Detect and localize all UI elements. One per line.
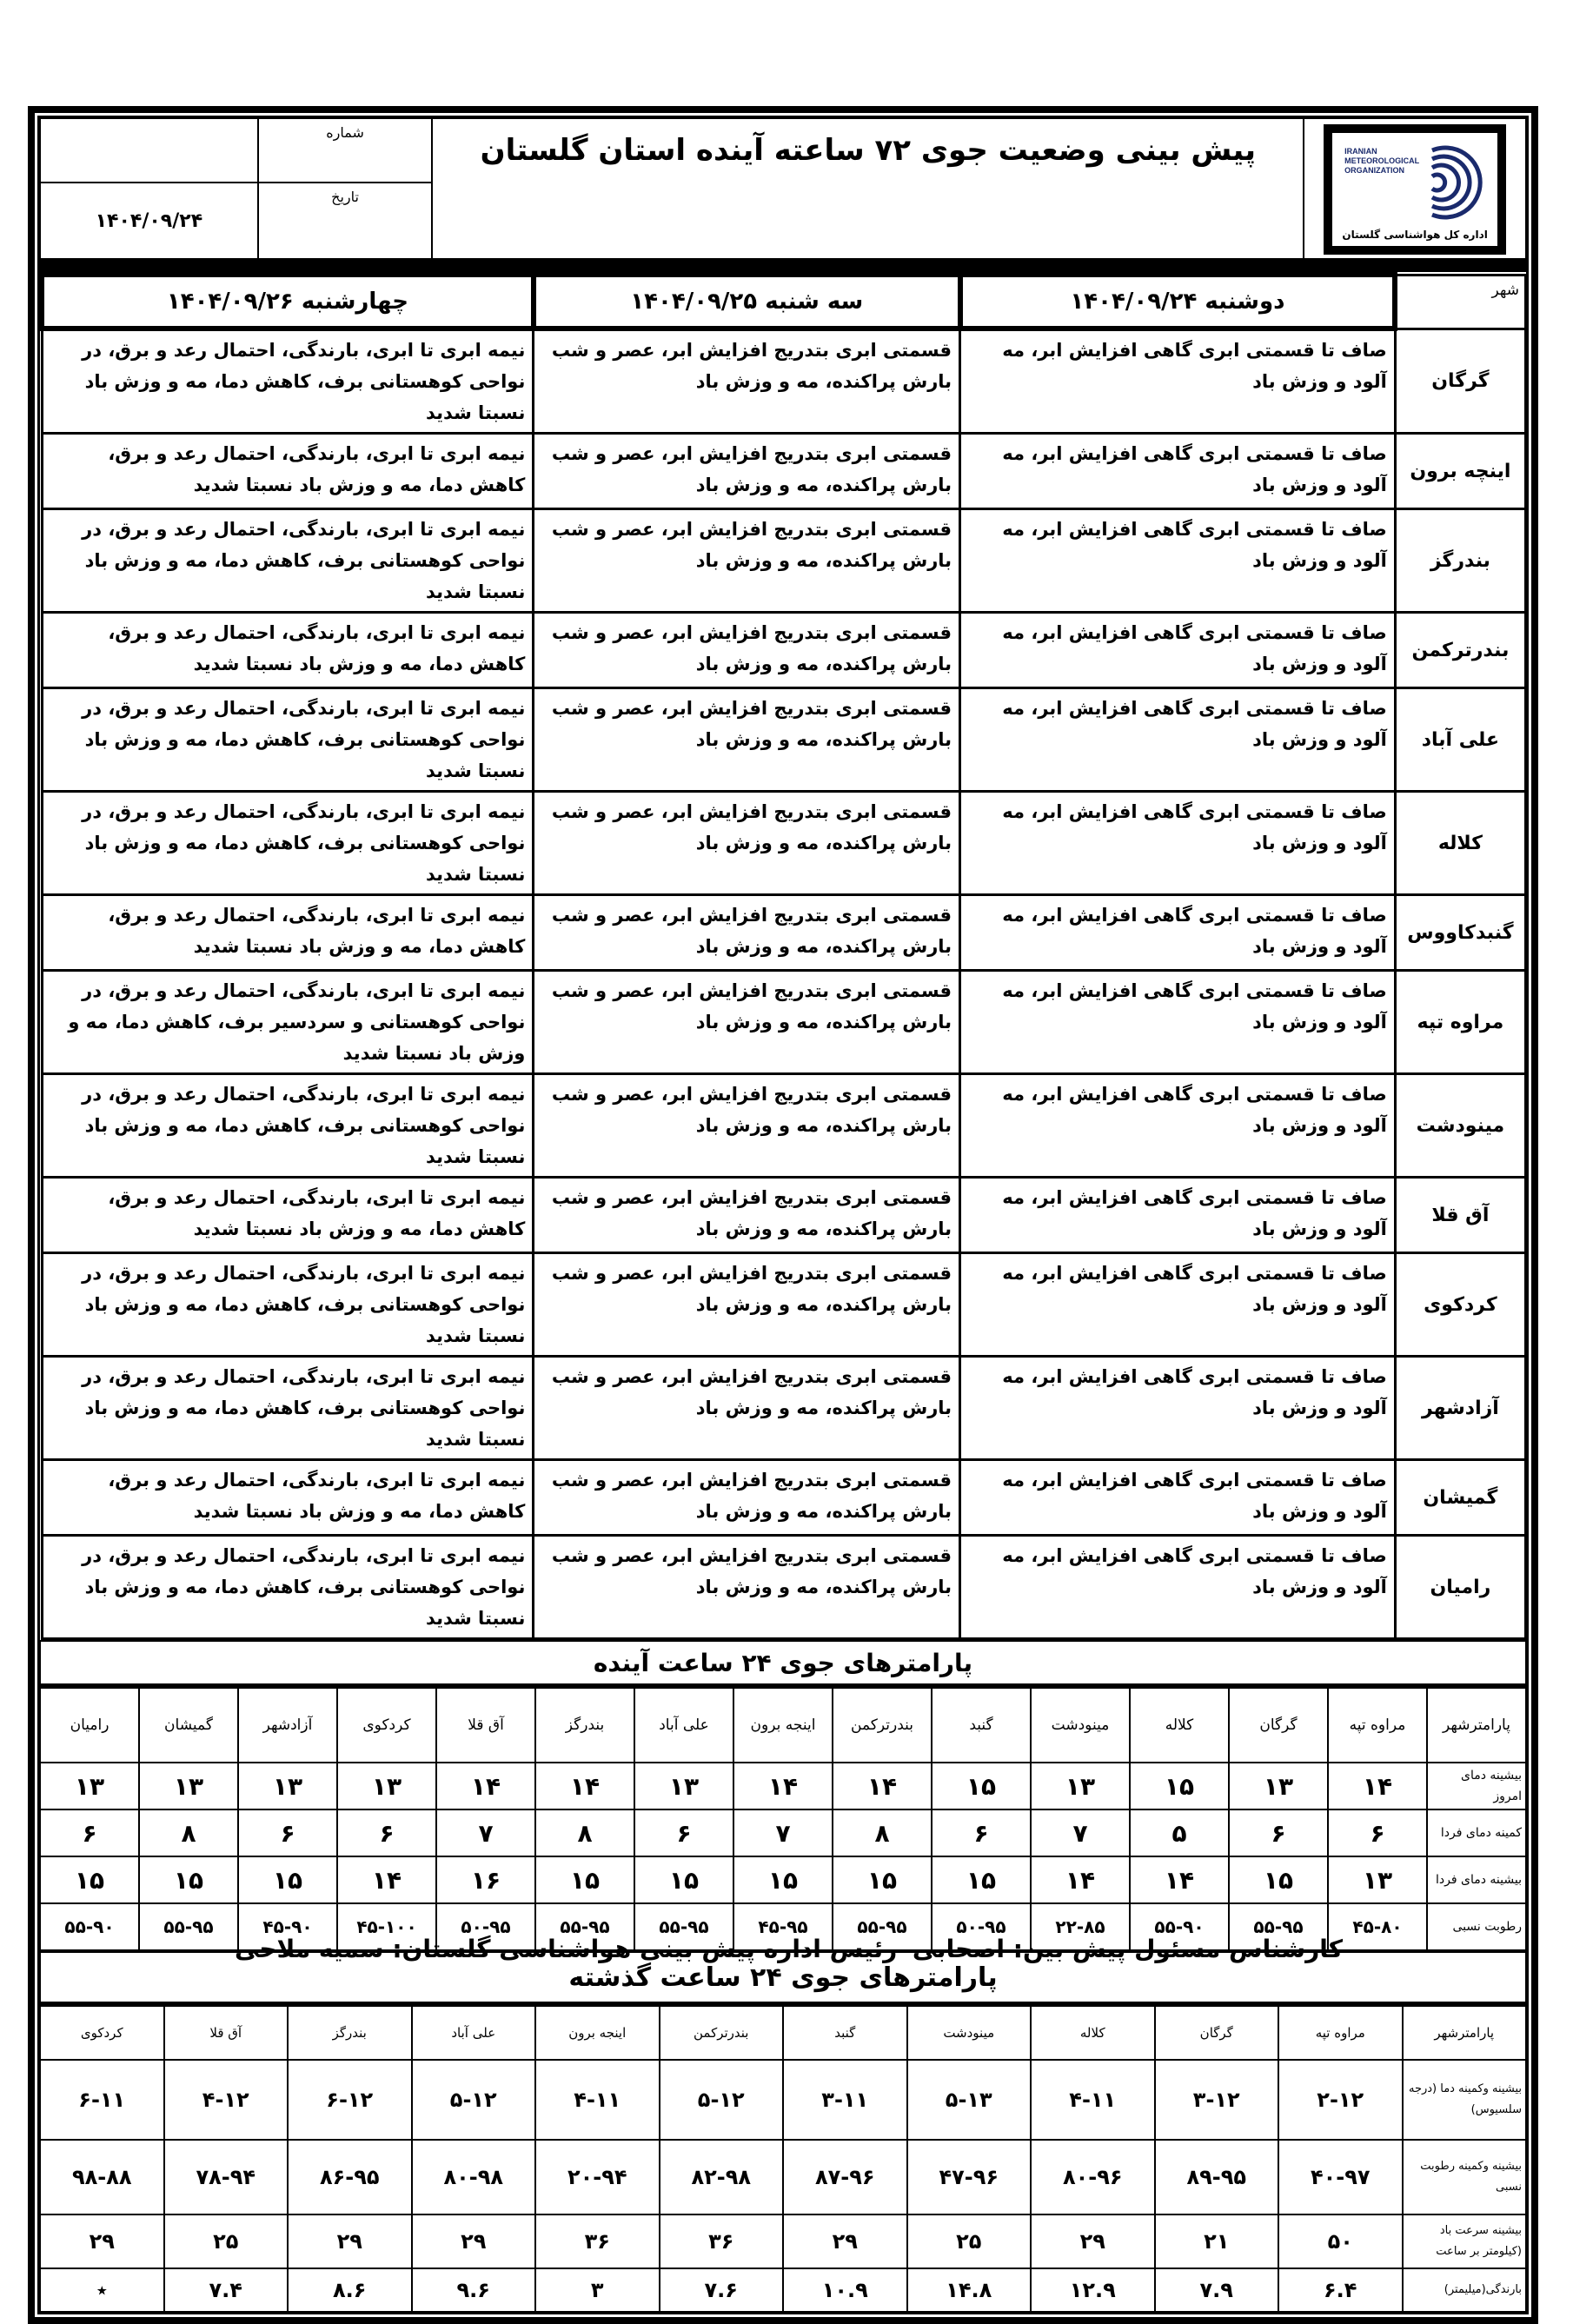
- parameter-value: ۷: [733, 1809, 833, 1856]
- forecast-day2: قسمتی ابری بتدریج افزایش ابر، عصر و شب بارش پراکنده، مه و وزش باد: [534, 1178, 960, 1253]
- parameter-value: ۵۵-۹۵: [1229, 1903, 1328, 1950]
- parameter-value: ۳-۱۱: [783, 2060, 907, 2140]
- parameter-value: ۴-۱۱: [1031, 2060, 1155, 2140]
- parameter-value: ۸: [833, 1809, 932, 1856]
- forecast-day3: نیمه ابری تا ابری، بارندگی، احتمال رعد و برق، در نواحی کوهستانی برف، کاهش دما، مه و وزش باد نسبتا شدید: [42, 1253, 534, 1357]
- parameter-value: ۹۸-۸۸: [40, 2140, 164, 2214]
- parameter-value: ۱۵: [634, 1856, 733, 1903]
- forecast-day3: نیمه ابری تا ابری، بارندگی، احتمال رعد و برق، در نواحی کوهستانی برف، کاهش دما، مه و وزش باد نسبتا شدید: [42, 1074, 534, 1178]
- parameter-value: ۵۵-۹۰: [40, 1903, 139, 1950]
- forecast-day1: صاف تا قسمتی ابری گاهی افزایش ابر، مه آلود و وزش باد: [960, 1074, 1396, 1178]
- parameter-value: ۲۰-۹۴: [535, 2140, 660, 2214]
- parameter-value: ۲۹: [288, 2214, 412, 2268]
- parameter-value: ۱۳: [238, 1763, 337, 1809]
- parameter-value: ۸۹-۹۵: [1155, 2140, 1279, 2214]
- parameter-value: ۱۵: [932, 1763, 1031, 1809]
- parameter-value: ۳۶: [660, 2214, 784, 2268]
- parameter-label: بیشینه وکمینه دما (درجه سلسیوس): [1403, 2060, 1527, 2140]
- next-24h-table: [39, 1640, 1527, 1951]
- office-head-signature: رئیس اداره پیش بینی هواشناسی گلستان: سمیه ملاحی: [235, 1935, 898, 1963]
- forecast-city: مراوه تپه: [1395, 971, 1525, 1074]
- parameter-row: [40, 2140, 1526, 2214]
- parameter-value: ۶: [238, 1809, 337, 1856]
- city-column-header: رامیان: [40, 1686, 139, 1763]
- city-column-header: گنبد: [932, 1686, 1031, 1763]
- parameter-value: ۱۵: [733, 1856, 833, 1903]
- parameter-value: ۵۰-۹۵: [436, 1903, 535, 1950]
- city-column-header: گرگان: [1155, 2004, 1279, 2060]
- parameter-value: ۱۳: [139, 1763, 238, 1809]
- parameter-value: ۵۰-۹۵: [932, 1903, 1031, 1950]
- parameter-row: [40, 1763, 1526, 1809]
- parameter-row: [40, 2214, 1526, 2268]
- parameter-value: ۵۵-۹۵: [634, 1903, 733, 1950]
- forecast-day2: قسمتی ابری بتدریج افزایش ابر، عصر و شب بارش پراکنده، مه و وزش باد: [534, 971, 960, 1074]
- city-column-header: گنبد: [783, 2004, 907, 2060]
- parameter-value: ۵۵-۹۵: [833, 1903, 932, 1950]
- parameter-value: ۱۴: [1130, 1856, 1229, 1903]
- parameter-value: ۳-۱۲: [1155, 2060, 1279, 2140]
- city-column-header: کلاله: [1130, 1686, 1229, 1763]
- forecast-row: [42, 1460, 1526, 1536]
- parameter-label: بیشینه دمای فردا: [1427, 1856, 1526, 1903]
- parameter-value: ۱۴: [1031, 1856, 1130, 1903]
- forecast-row: [42, 1253, 1526, 1357]
- parameter-value: ۵۰: [1278, 2214, 1403, 2268]
- forecast-city: کلاله: [1395, 792, 1525, 895]
- forecast-day3: نیمه ابری تا ابری، بارندگی، احتمال رعد و برق، کاهش دما، مه و وزش باد نسبتا شدید: [42, 613, 534, 688]
- logo-text-line2: METEOROLOGICAL: [1344, 156, 1420, 165]
- forecast-day2: قسمتی ابری بتدریج افزایش ابر، عصر و شب بارش پراکنده، مه و وزش باد: [534, 329, 960, 434]
- parameter-value: ۷.۴: [164, 2268, 289, 2312]
- forecast-day2: قسمتی ابری بتدریج افزایش ابر، عصر و شب بارش پراکنده، مه و وزش باد: [534, 895, 960, 971]
- forecast-day1: صاف تا قسمتی ابری گاهی افزایش ابر، مه آلود و وزش باد: [960, 329, 1396, 434]
- parameter-value: ۱۴: [733, 1763, 833, 1809]
- forecast-day1: صاف تا قسمتی ابری گاهی افزایش ابر، مه آلود و وزش باد: [960, 1357, 1396, 1460]
- parameter-value: ۲۹: [412, 2214, 536, 2268]
- city-column-header: علی آباد: [412, 2004, 536, 2060]
- parameter-value: ۵۵-۹۵: [139, 1903, 238, 1950]
- city-column-header: مراوه تپه: [1278, 2004, 1403, 2060]
- parameter-value: ۱۵: [833, 1856, 932, 1903]
- parameter-label: بارندگی(میلیمتر): [1403, 2268, 1527, 2312]
- forecast-day1: صاف تا قسمتی ابری گاهی افزایش ابر، مه آلود و وزش باد: [960, 971, 1396, 1074]
- city-column-header: شهر: [1395, 275, 1525, 329]
- parameter-value: ۲۲-۸۵: [1031, 1903, 1130, 1950]
- parameter-label: کمینه دمای فردا: [1427, 1809, 1526, 1856]
- day-header-3: چهارشنبه ۱۴۰۴/۰۹/۲۶: [42, 275, 534, 329]
- forecast-day3: نیمه ابری تا ابری، بارندگی، احتمال رعد و برق، کاهش دما، مه و وزش باد نسبتا شدید: [42, 895, 534, 971]
- forecast-day1: صاف تا قسمتی ابری گاهی افزایش ابر، مه آلود و وزش باد: [960, 792, 1396, 895]
- parameter-value: ۴۵-۸۰: [1328, 1903, 1427, 1950]
- forecast-day1: صاف تا قسمتی ابری گاهی افزایش ابر، مه آلود و وزش باد: [960, 509, 1396, 613]
- parameter-value: ۴۵-۱۰۰: [337, 1903, 436, 1950]
- parameter-value: ۱۴.۸: [907, 2268, 1032, 2312]
- forecast-day3: نیمه ابری تا ابری، بارندگی، احتمال رعد و برق، در نواحی کوهستانی برف، کاهش دما، مه و وزش باد نسبتا شدید: [42, 688, 534, 792]
- parameter-value: ۴۵-۹۵: [733, 1903, 833, 1950]
- header-table: [39, 117, 1527, 260]
- parameter-value: ۵: [1130, 1809, 1229, 1856]
- parameter-value: ۱۵: [139, 1856, 238, 1903]
- parameter-value: ۱۳: [1328, 1856, 1427, 1903]
- parameter-value: ۱۰.۹: [783, 2268, 907, 2312]
- parameter-value: ۸: [535, 1809, 634, 1856]
- city-column-header: آق قلا: [436, 1686, 535, 1763]
- forecast-day2: قسمتی ابری بتدریج افزایش ابر، عصر و شب بارش پراکنده، مه و وزش باد: [534, 688, 960, 792]
- forecast-row: [42, 895, 1526, 971]
- parameter-value: ۱۲.۹: [1031, 2268, 1155, 2312]
- city-column-header: بندرگز: [288, 2004, 412, 2060]
- forecast-day3: نیمه ابری تا ابری، بارندگی، احتمال رعد و برق، کاهش دما، مه و وزش باد نسبتا شدید: [42, 1460, 534, 1536]
- forecast-day2: قسمتی ابری بتدریج افزایش ابر، عصر و شب بارش پراکنده، مه و وزش باد: [534, 1460, 960, 1536]
- forecast-document: [28, 106, 1538, 2324]
- parameter-value: ۹.۶: [412, 2268, 536, 2312]
- parameter-label: بیشینه سرعت باد (کیلومتر بر ساعت: [1403, 2214, 1527, 2268]
- parameter-value: ۲۵: [907, 2214, 1032, 2268]
- parameter-value: ۴-۱۱: [535, 2060, 660, 2140]
- forecast-row: [42, 1074, 1526, 1178]
- next-24h-title: پارامترهای جوی ۲۴ ساعت آینده: [40, 1641, 1526, 1686]
- city-column-header: کردکوی: [40, 2004, 164, 2060]
- parameter-value: ۵۵-۹۵: [535, 1903, 634, 1950]
- city-column-header: مراوه تپه: [1328, 1686, 1427, 1763]
- parameter-value: ۱۴: [436, 1763, 535, 1809]
- parameter-value: ۲۱: [1155, 2214, 1279, 2268]
- city-column-header: کلاله: [1031, 2004, 1155, 2060]
- forecast-row: [42, 1178, 1526, 1253]
- parameter-value: ۱۵: [932, 1856, 1031, 1903]
- forecast-row: [42, 509, 1526, 613]
- parameter-value: ۱۵: [238, 1856, 337, 1903]
- forecast-city: علی آباد: [1395, 688, 1525, 792]
- parameter-value: ۸: [139, 1809, 238, 1856]
- forecaster-signature: کارشناس مسئول پیش بین: اصحابی: [912, 1935, 1343, 1963]
- parameter-value: ۴-۱۲: [164, 2060, 289, 2140]
- parameter-value: ۷: [1031, 1809, 1130, 1856]
- divider: [39, 260, 1527, 272]
- parameter-value: ۵-۱۲: [660, 2060, 784, 2140]
- forecast-day2: قسمتی ابری بتدریج افزایش ابر، عصر و شب بارش پراکنده، مه و وزش باد: [534, 1536, 960, 1639]
- parameter-value: ۸۰-۹۶: [1031, 2140, 1155, 2214]
- forecast-day3: نیمه ابری تا ابری، بارندگی، احتمال رعد و برق، در نواحی کوهستانی برف، کاهش دما، مه و وزش باد نسبتا شدید: [42, 509, 534, 613]
- parameter-value: ٭: [40, 2268, 164, 2312]
- forecast-row: [42, 434, 1526, 509]
- parameter-row: [40, 2268, 1526, 2312]
- forecast-day3: نیمه ابری تا ابری، بارندگی، احتمال رعد و برق، در نواحی کوهستانی برف، کاهش دما، مه و وزش باد نسبتا شدید: [42, 1357, 534, 1460]
- forecast-day2: قسمتی ابری بتدریج افزایش ابر، عصر و شب بارش پراکنده، مه و وزش باد: [534, 1357, 960, 1460]
- parameter-value: ۱۵: [535, 1856, 634, 1903]
- city-column-header: مینودشت: [1031, 1686, 1130, 1763]
- parameter-value: ۸۲-۹۸: [660, 2140, 784, 2214]
- forecast-city: بندرترکمن: [1395, 613, 1525, 688]
- forecast-day1: صاف تا قسمتی ابری گاهی افزایش ابر، مه آلود و وزش باد: [960, 613, 1396, 688]
- parameter-value: ۶: [40, 1809, 139, 1856]
- city-column-header: کردکوی: [337, 1686, 436, 1763]
- parameter-value: ۸.۶: [288, 2268, 412, 2312]
- parameter-label: بیشینه دمای امروز: [1427, 1763, 1526, 1809]
- logo-office-name: اداره کل هواشناسی گلستان: [1342, 229, 1488, 241]
- logo-cell: [1304, 118, 1526, 259]
- city-column-header: بندرترکمن: [660, 2004, 784, 2060]
- forecast-day1: صاف تا قسمتی ابری گاهی افزایش ابر، مه آلود و وزش باد: [960, 434, 1396, 509]
- parameter-value: ۶: [932, 1809, 1031, 1856]
- forecast-city: آزادشهر: [1395, 1357, 1525, 1460]
- forecast-row: [42, 1536, 1526, 1639]
- forecast-city: آق قلا: [1395, 1178, 1525, 1253]
- parameter-value: ۴۵-۹۰: [238, 1903, 337, 1950]
- forecast-city: گمیشان: [1395, 1460, 1525, 1536]
- forecast-row: [42, 688, 1526, 792]
- forecast-city: مینودشت: [1395, 1074, 1525, 1178]
- parameter-row: [40, 1856, 1526, 1903]
- parameter-value: ۲۹: [1031, 2214, 1155, 2268]
- parameter-value: ۸۶-۹۵: [288, 2140, 412, 2214]
- city-column-header: گمیشان: [139, 1686, 238, 1763]
- parameter-value: ۶: [634, 1809, 733, 1856]
- forecast-city: گنبدکاووس: [1395, 895, 1525, 971]
- city-column-header: مینودشت: [907, 2004, 1032, 2060]
- city-column-header: بندرگز: [535, 1686, 634, 1763]
- parameter-value: ۳۶: [535, 2214, 660, 2268]
- parameter-value: ۶.۴: [1278, 2268, 1403, 2312]
- parameter-value: ۸۷-۹۶: [783, 2140, 907, 2214]
- parameter-value: ۱۳: [1229, 1763, 1328, 1809]
- forecast-row: [42, 792, 1526, 895]
- parameter-value: ۱۵: [1130, 1763, 1229, 1809]
- forecast-day2: قسمتی ابری بتدریج افزایش ابر، عصر و شب بارش پراکنده، مه و وزش باد: [534, 434, 960, 509]
- parameter-value: ۶-۱۱: [40, 2060, 164, 2140]
- day-header-2: سه شنبه ۱۴۰۴/۰۹/۲۵: [534, 275, 960, 329]
- parameter-value: ۶: [1328, 1809, 1427, 1856]
- logo-text-line3: ORGANIZATION: [1344, 166, 1404, 175]
- parameter-value: ۸۰-۹۸: [412, 2140, 536, 2214]
- parameter-value: ۶: [1229, 1809, 1328, 1856]
- past-24h-corner: پارامترشهر: [1403, 2004, 1527, 2060]
- forecast-day3: نیمه ابری تا ابری، بارندگی، احتمال رعد و برق، کاهش دما، مه و وزش باد نسبتا شدید: [42, 434, 534, 509]
- forecast-day3: نیمه ابری تا ابری، بارندگی، احتمال رعد و برق، در نواحی کوهستانی و سردسیر برف، کاهش دما، مه و وزش باد نسبتا شدید: [42, 971, 534, 1074]
- forecast-row: [42, 971, 1526, 1074]
- parameter-value: ۱۳: [40, 1763, 139, 1809]
- parameter-value: ۲۹: [40, 2214, 164, 2268]
- forecast-day2: قسمتی ابری بتدریج افزایش ابر، عصر و شب بارش پراکنده، مه و وزش باد: [534, 1253, 960, 1357]
- logo-text-line1: IRANIAN: [1344, 147, 1377, 156]
- parameter-value: ۱۳: [337, 1763, 436, 1809]
- forecast-row: [42, 329, 1526, 434]
- forecast-day2: قسمتی ابری بتدریج افزایش ابر، عصر و شب بارش پراکنده، مه و وزش باد: [534, 613, 960, 688]
- forecast-day3: نیمه ابری تا ابری، بارندگی، احتمال رعد و برق، در نواحی کوهستانی برف، کاهش دما، مه و وزش باد نسبتا شدید: [42, 1536, 534, 1639]
- parameter-value: ۵-۱۳: [907, 2060, 1032, 2140]
- parameter-value: ۷.۶: [660, 2268, 784, 2312]
- date-label: تاریخ: [258, 183, 433, 259]
- forecast-city: کردکوی: [1395, 1253, 1525, 1357]
- parameter-value: ۱۳: [1031, 1763, 1130, 1809]
- parameter-value: ۵۵-۹۰: [1130, 1903, 1229, 1950]
- parameter-label: بیشینه وکمینه رطوبت نسبی: [1403, 2140, 1527, 2214]
- parameter-value: ۶: [337, 1809, 436, 1856]
- parameter-row: [40, 1809, 1526, 1856]
- city-column-header: بندرترکمن: [833, 1686, 932, 1763]
- parameter-row: [40, 2060, 1526, 2140]
- forecast-city: رامیان: [1395, 1536, 1525, 1639]
- forecast-day1: صاف تا قسمتی ابری گاهی افزایش ابر، مه آلود و وزش باد: [960, 895, 1396, 971]
- forecast-day1: صاف تا قسمتی ابری گاهی افزایش ابر، مه آلود و وزش باد: [960, 1253, 1396, 1357]
- parameter-value: ۴۰-۹۷: [1278, 2140, 1403, 2214]
- city-column-header: اینجه برون: [535, 2004, 660, 2060]
- forecast-day1: صاف تا قسمتی ابری گاهی افزایش ابر، مه آلود و وزش باد: [960, 1460, 1396, 1536]
- forecast-day1: صاف تا قسمتی ابری گاهی افزایش ابر، مه آلود و وزش باد: [960, 1536, 1396, 1639]
- forecast-table: [39, 272, 1527, 1640]
- forecast-city: بندرگز: [1395, 509, 1525, 613]
- parameter-value: ۱۵: [1229, 1856, 1328, 1903]
- forecast-day1: صاف تا قسمتی ابری گاهی افزایش ابر، مه آلود و وزش باد: [960, 1178, 1396, 1253]
- forecast-row: [42, 613, 1526, 688]
- meteorological-organization-logo: [1324, 124, 1506, 255]
- page-title: پیش بینی وضعیت جوی ۷۲ ساعته آینده استان گلستان: [432, 118, 1304, 259]
- parameter-value: ۱۳: [634, 1763, 733, 1809]
- city-column-header: آق قلا: [164, 2004, 289, 2060]
- number-label: شماره: [258, 118, 433, 183]
- parameter-value: ۷۸-۹۴: [164, 2140, 289, 2214]
- forecast-day3: نیمه ابری تا ابری، بارندگی، احتمال رعد و برق، در نواحی کوهستانی برف، کاهش دما، مه و وزش باد نسبتا شدید: [42, 329, 534, 434]
- parameter-value: ۳: [535, 2268, 660, 2312]
- parameter-value: ۲۹: [783, 2214, 907, 2268]
- parameter-value: ۷.۹: [1155, 2268, 1279, 2312]
- day-header-1: دوشنبه ۱۴۰۴/۰۹/۲۴: [960, 275, 1396, 329]
- city-column-header: گرگان: [1229, 1686, 1328, 1763]
- parameter-value: ۴۷-۹۶: [907, 2140, 1032, 2214]
- forecast-city: گرگان: [1395, 329, 1525, 434]
- parameter-value: ۱۶: [436, 1856, 535, 1903]
- forecast-day2: قسمتی ابری بتدریج افزایش ابر، عصر و شب بارش پراکنده، مه و وزش باد: [534, 1074, 960, 1178]
- forecast-day3: نیمه ابری تا ابری، بارندگی، احتمال رعد و برق، کاهش دما، مه و وزش باد نسبتا شدید: [42, 1178, 534, 1253]
- parameter-value: ۶-۱۲: [288, 2060, 412, 2140]
- parameter-label: رطوبت نسبی: [1427, 1903, 1526, 1950]
- number-value: [40, 118, 258, 183]
- forecast-city: اینچه برون: [1395, 434, 1525, 509]
- parameter-value: ۱۵: [40, 1856, 139, 1903]
- city-column-header: علی آباد: [634, 1686, 733, 1763]
- date-value: ۱۴۰۴/۰۹/۲۴: [40, 183, 258, 259]
- parameter-value: ۱۴: [833, 1763, 932, 1809]
- parameter-value: ۱۴: [1328, 1763, 1427, 1809]
- forecast-day2: قسمتی ابری بتدریج افزایش ابر، عصر و شب بارش پراکنده، مه و وزش باد: [534, 792, 960, 895]
- past-24h-title: پارامترهای جوی ۲۴ ساعت گذشته: [40, 1952, 1526, 2004]
- parameter-value: ۷: [436, 1809, 535, 1856]
- past-24h-table: [39, 1951, 1527, 2313]
- forecast-day3: نیمه ابری تا ابری، بارندگی، احتمال رعد و برق، در نواحی کوهستانی برف، کاهش دما، مه و وزش باد نسبتا شدید: [42, 792, 534, 895]
- city-column-header: اینجه برون: [733, 1686, 833, 1763]
- parameter-value: ۱۴: [337, 1856, 436, 1903]
- forecast-row: [42, 1357, 1526, 1460]
- spiral-emblem-icon: [1428, 143, 1489, 222]
- parameter-value: ۱۴: [535, 1763, 634, 1809]
- next-24h-corner: پارامترشهر: [1427, 1686, 1526, 1763]
- forecast-day2: قسمتی ابری بتدریج افزایش ابر، عصر و شب بارش پراکنده، مه و وزش باد: [534, 509, 960, 613]
- forecast-day1: صاف تا قسمتی ابری گاهی افزایش ابر، مه آلود و وزش باد: [960, 688, 1396, 792]
- parameter-value: ۲-۱۲: [1278, 2060, 1403, 2140]
- city-column-header: آزادشهر: [238, 1686, 337, 1763]
- parameter-value: ۵-۱۲: [412, 2060, 536, 2140]
- parameter-value: ۲۵: [164, 2214, 289, 2268]
